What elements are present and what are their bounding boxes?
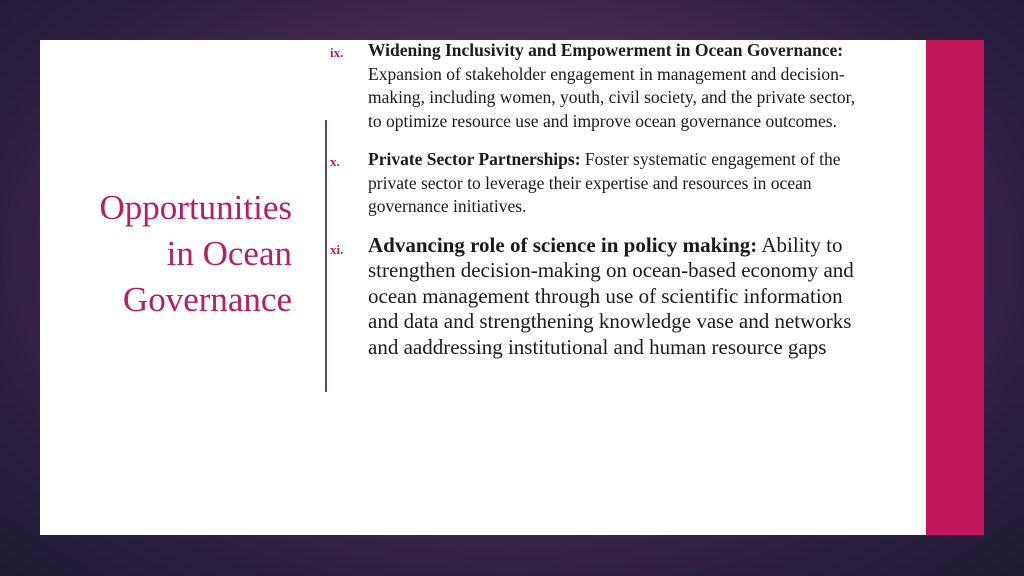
title-line: Opportunities (99, 188, 292, 227)
list-item (330, 233, 860, 361)
vertical-divider (325, 120, 327, 392)
list-item (330, 148, 860, 219)
item-body: Foster systematic engagement of the private sector to leverage their expertise and resources in ocean governance initiatives. (368, 149, 841, 216)
item-body: Expansion of stakeholder engagement in management and decision-making, including women, youth, civil society, and the private sector, to optimize resource use and improve ocean governance outcomes. (368, 63, 856, 131)
slide-title (60, 185, 292, 323)
list-item (330, 39, 860, 133)
item-number: xi. (330, 241, 344, 257)
item-body: Ability to strengthen decision-making on ocean-based economy and ocean management through use of scientific information and data and strengthening knowledge vase and networks and aaddressing institutional and human resource gaps (368, 232, 854, 359)
item-heading: Private Sector Partnerships: (368, 149, 581, 169)
item-heading: Advancing role of science in policy making: (368, 232, 758, 257)
title-line: in Ocean (166, 234, 292, 273)
item-number: ix. (330, 45, 344, 60)
item-heading: Widening Inclusivity and Empowerment in Ocean Governance: (368, 40, 844, 60)
title-line: Governance (122, 280, 292, 319)
item-number: x. (330, 154, 340, 169)
accent-bar (926, 40, 984, 535)
opportunity-list (330, 39, 860, 360)
